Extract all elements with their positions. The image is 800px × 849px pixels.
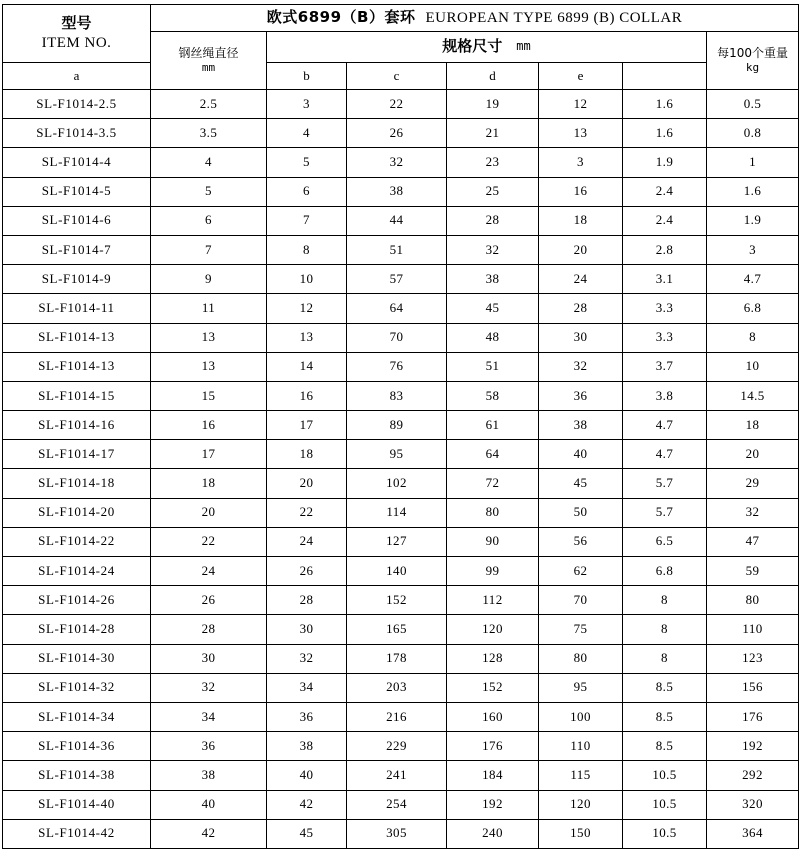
cell-item-no: SL-F1014-4 (3, 148, 151, 177)
cell-dim-b: 22 (347, 90, 447, 119)
cell-dim-d: 95 (539, 673, 623, 702)
cell-wire-diameter: 38 (151, 761, 267, 790)
cell-weight: 0.8 (707, 119, 799, 148)
cell-dim-a: 7 (267, 206, 347, 235)
cell-dim-a: 40 (267, 761, 347, 790)
cell-dim-d: 150 (539, 819, 623, 848)
cell-wire-diameter: 9 (151, 265, 267, 294)
cell-dim-c: 45 (447, 294, 539, 323)
cell-dim-b: 83 (347, 381, 447, 410)
table-body (3, 90, 799, 849)
cell-dim-c: 58 (447, 381, 539, 410)
cell-dim-e: 4.7 (623, 411, 707, 440)
cell-dim-e: 6.5 (623, 527, 707, 556)
cell-weight: 176 (707, 702, 799, 731)
table-row (3, 119, 799, 148)
cell-dim-e: 3.7 (623, 352, 707, 381)
cell-dim-b: 305 (347, 819, 447, 848)
table-row (3, 294, 799, 323)
cell-dim-c: 28 (447, 206, 539, 235)
cell-item-no: SL-F1014-7 (3, 235, 151, 264)
table-row (3, 235, 799, 264)
cell-item-no: SL-F1014-11 (3, 294, 151, 323)
header-wire-diameter-cn: 钢丝绳直径 (178, 45, 239, 60)
cell-item-no: SL-F1014-28 (3, 615, 151, 644)
cell-dim-c: 80 (447, 498, 539, 527)
cell-dim-c: 240 (447, 819, 539, 848)
cell-item-no: SL-F1014-20 (3, 498, 151, 527)
cell-wire-diameter: 11 (151, 294, 267, 323)
cell-wire-diameter: 17 (151, 440, 267, 469)
cell-dim-e: 5.7 (623, 469, 707, 498)
cell-dim-e: 3.3 (623, 294, 707, 323)
cell-dim-d: 120 (539, 790, 623, 819)
cell-dim-d: 115 (539, 761, 623, 790)
table-row (3, 352, 799, 381)
cell-dim-d: 75 (539, 615, 623, 644)
table-row (3, 615, 799, 644)
cell-wire-diameter: 7 (151, 235, 267, 264)
cell-weight: 110 (707, 615, 799, 644)
cell-dim-a: 28 (267, 586, 347, 615)
cell-item-no: SL-F1014-6 (3, 206, 151, 235)
header-item-no (3, 5, 151, 63)
table-row (3, 265, 799, 294)
cell-dim-d: 32 (539, 352, 623, 381)
table-row (3, 148, 799, 177)
cell-weight: 10 (707, 352, 799, 381)
cell-dim-b: 51 (347, 235, 447, 264)
cell-item-no: SL-F1014-16 (3, 411, 151, 440)
cell-dim-a: 20 (267, 469, 347, 498)
cell-weight: 364 (707, 819, 799, 848)
cell-item-no: SL-F1014-38 (3, 761, 151, 790)
cell-dim-b: 32 (347, 148, 447, 177)
cell-dim-a: 14 (267, 352, 347, 381)
table-row (3, 732, 799, 761)
cell-weight: 18 (707, 411, 799, 440)
cell-dim-e: 8.5 (623, 702, 707, 731)
cell-dim-c: 184 (447, 761, 539, 790)
header-row-title (3, 5, 799, 32)
table-row (3, 177, 799, 206)
cell-dim-e: 8 (623, 615, 707, 644)
cell-item-no: SL-F1014-34 (3, 702, 151, 731)
cell-dim-b: 44 (347, 206, 447, 235)
cell-wire-diameter: 13 (151, 352, 267, 381)
cell-dim-a: 8 (267, 235, 347, 264)
cell-item-no: SL-F1014-30 (3, 644, 151, 673)
cell-weight: 123 (707, 644, 799, 673)
cell-wire-diameter: 32 (151, 673, 267, 702)
cell-wire-diameter: 28 (151, 615, 267, 644)
cell-dim-b: 127 (347, 527, 447, 556)
cell-wire-diameter: 22 (151, 527, 267, 556)
cell-dim-a: 34 (267, 673, 347, 702)
cell-item-no: SL-F1014-32 (3, 673, 151, 702)
cell-dim-d: 13 (539, 119, 623, 148)
header-dim-b: b (267, 63, 347, 90)
cell-wire-diameter: 16 (151, 411, 267, 440)
cell-dim-e: 8 (623, 644, 707, 673)
cell-dim-a: 22 (267, 498, 347, 527)
cell-item-no: SL-F1014-9 (3, 265, 151, 294)
cell-dim-c: 152 (447, 673, 539, 702)
header-weight-cn: 每100个重量 (717, 45, 788, 60)
cell-dim-c: 112 (447, 586, 539, 615)
cell-wire-diameter: 34 (151, 702, 267, 731)
cell-weight: 0.5 (707, 90, 799, 119)
cell-dim-c: 99 (447, 557, 539, 586)
header-weight-per-100 (707, 32, 799, 90)
table-title (151, 5, 799, 32)
cell-dim-d: 100 (539, 702, 623, 731)
header-dim-c: c (347, 63, 447, 90)
cell-dim-c: 90 (447, 527, 539, 556)
cell-dim-e: 8 (623, 586, 707, 615)
cell-dim-c: 25 (447, 177, 539, 206)
table-header (3, 5, 799, 90)
cell-dim-d: 45 (539, 469, 623, 498)
cell-wire-diameter: 4 (151, 148, 267, 177)
cell-dim-e: 1.6 (623, 119, 707, 148)
cell-item-no: SL-F1014-13 (3, 323, 151, 352)
cell-dim-e: 2.4 (623, 206, 707, 235)
cell-dim-d: 12 (539, 90, 623, 119)
cell-wire-diameter: 26 (151, 586, 267, 615)
header-item-no-en: ITEM NO. (41, 35, 112, 51)
cell-wire-diameter: 24 (151, 557, 267, 586)
cell-dim-d: 70 (539, 586, 623, 615)
cell-item-no: SL-F1014-18 (3, 469, 151, 498)
cell-dim-d: 16 (539, 177, 623, 206)
cell-dim-b: 203 (347, 673, 447, 702)
cell-wire-diameter: 42 (151, 819, 267, 848)
cell-dim-d: 56 (539, 527, 623, 556)
cell-dim-e: 1.9 (623, 148, 707, 177)
cell-weight: 29 (707, 469, 799, 498)
cell-dim-b: 76 (347, 352, 447, 381)
cell-dim-d: 40 (539, 440, 623, 469)
cell-item-no: SL-F1014-5 (3, 177, 151, 206)
table-row (3, 673, 799, 702)
cell-item-no: SL-F1014-40 (3, 790, 151, 819)
cell-dim-e: 6.8 (623, 557, 707, 586)
cell-item-no: SL-F1014-22 (3, 527, 151, 556)
cell-weight: 192 (707, 732, 799, 761)
cell-dim-c: 72 (447, 469, 539, 498)
cell-dim-c: 61 (447, 411, 539, 440)
header-weight-unit: kg (745, 60, 760, 74)
table-row (3, 440, 799, 469)
cell-dim-c: 128 (447, 644, 539, 673)
collar-spec-table (2, 4, 799, 849)
cell-dim-c: 176 (447, 732, 539, 761)
cell-dim-e: 1.6 (623, 90, 707, 119)
cell-dim-b: 64 (347, 294, 447, 323)
cell-dim-c: 64 (447, 440, 539, 469)
cell-dim-b: 178 (347, 644, 447, 673)
cell-dim-e: 4.7 (623, 440, 707, 469)
table-row (3, 702, 799, 731)
cell-dim-d: 3 (539, 148, 623, 177)
cell-dim-d: 62 (539, 557, 623, 586)
cell-wire-diameter: 20 (151, 498, 267, 527)
cell-item-no: SL-F1014-2.5 (3, 90, 151, 119)
table-row (3, 469, 799, 498)
cell-item-no: SL-F1014-26 (3, 586, 151, 615)
cell-item-no: SL-F1014-42 (3, 819, 151, 848)
cell-dim-a: 38 (267, 732, 347, 761)
cell-weight: 6.8 (707, 294, 799, 323)
cell-item-no: SL-F1014-15 (3, 381, 151, 410)
cell-dim-b: 70 (347, 323, 447, 352)
cell-dim-c: 19 (447, 90, 539, 119)
cell-dim-c: 21 (447, 119, 539, 148)
cell-wire-diameter: 3.5 (151, 119, 267, 148)
cell-dim-a: 5 (267, 148, 347, 177)
cell-weight: 320 (707, 790, 799, 819)
cell-dim-a: 17 (267, 411, 347, 440)
cell-dim-e: 10.5 (623, 790, 707, 819)
cell-dim-e: 2.4 (623, 177, 707, 206)
table-row (3, 411, 799, 440)
cell-dim-e: 8.5 (623, 732, 707, 761)
cell-weight: 1.6 (707, 177, 799, 206)
cell-dim-d: 18 (539, 206, 623, 235)
header-wire-diameter-unit: mm (201, 60, 216, 74)
cell-dim-a: 36 (267, 702, 347, 731)
cell-dim-d: 24 (539, 265, 623, 294)
cell-dim-d: 28 (539, 294, 623, 323)
header-dim-d: d (447, 63, 539, 90)
cell-dim-a: 3 (267, 90, 347, 119)
table-row (3, 323, 799, 352)
cell-weight: 59 (707, 557, 799, 586)
cell-weight: 1.9 (707, 206, 799, 235)
cell-weight: 1 (707, 148, 799, 177)
cell-wire-diameter: 36 (151, 732, 267, 761)
cell-dim-c: 38 (447, 265, 539, 294)
cell-item-no: SL-F1014-24 (3, 557, 151, 586)
cell-dim-b: 102 (347, 469, 447, 498)
table-row (3, 206, 799, 235)
cell-dim-c: 51 (447, 352, 539, 381)
cell-wire-diameter: 6 (151, 206, 267, 235)
cell-dim-a: 10 (267, 265, 347, 294)
cell-item-no: SL-F1014-3.5 (3, 119, 151, 148)
cell-dim-b: 152 (347, 586, 447, 615)
cell-dim-d: 38 (539, 411, 623, 440)
cell-dim-a: 12 (267, 294, 347, 323)
cell-dim-e: 3.3 (623, 323, 707, 352)
cell-dim-b: 38 (347, 177, 447, 206)
cell-wire-diameter: 30 (151, 644, 267, 673)
cell-dim-e: 10.5 (623, 761, 707, 790)
header-item-no-cn: 型号 (61, 13, 92, 32)
cell-dim-c: 23 (447, 148, 539, 177)
cell-dim-a: 30 (267, 615, 347, 644)
cell-weight: 156 (707, 673, 799, 702)
table-row (3, 586, 799, 615)
cell-dim-b: 241 (347, 761, 447, 790)
cell-dim-e: 2.8 (623, 235, 707, 264)
table-row (3, 557, 799, 586)
cell-weight: 47 (707, 527, 799, 556)
table-row (3, 819, 799, 848)
cell-dim-b: 57 (347, 265, 447, 294)
cell-weight: 8 (707, 323, 799, 352)
cell-item-no: SL-F1014-36 (3, 732, 151, 761)
cell-dim-b: 140 (347, 557, 447, 586)
cell-dim-b: 254 (347, 790, 447, 819)
table-row (3, 527, 799, 556)
cell-wire-diameter: 5 (151, 177, 267, 206)
cell-weight: 20 (707, 440, 799, 469)
cell-wire-diameter: 13 (151, 323, 267, 352)
cell-dim-c: 120 (447, 615, 539, 644)
table-title-en: EUROPEAN TYPE 6899 (B) COLLAR (425, 9, 683, 26)
table-row (3, 790, 799, 819)
cell-weight: 80 (707, 586, 799, 615)
cell-weight: 32 (707, 498, 799, 527)
cell-dim-d: 36 (539, 381, 623, 410)
table-row (3, 381, 799, 410)
cell-dim-a: 13 (267, 323, 347, 352)
cell-dim-a: 24 (267, 527, 347, 556)
cell-dim-e: 10.5 (623, 819, 707, 848)
cell-dim-a: 6 (267, 177, 347, 206)
cell-dim-a: 16 (267, 381, 347, 410)
cell-dim-a: 32 (267, 644, 347, 673)
cell-dim-b: 114 (347, 498, 447, 527)
cell-dim-b: 165 (347, 615, 447, 644)
cell-dim-b: 95 (347, 440, 447, 469)
cell-weight: 3 (707, 235, 799, 264)
cell-dim-b: 216 (347, 702, 447, 731)
table-row (3, 90, 799, 119)
cell-dim-a: 4 (267, 119, 347, 148)
cell-dim-a: 45 (267, 819, 347, 848)
cell-wire-diameter: 2.5 (151, 90, 267, 119)
table-row (3, 644, 799, 673)
cell-dim-b: 26 (347, 119, 447, 148)
table-row (3, 761, 799, 790)
table-title-cn: 欧式6899（B）套环 (266, 7, 416, 26)
cell-dim-d: 30 (539, 323, 623, 352)
cell-dim-c: 32 (447, 235, 539, 264)
cell-weight: 292 (707, 761, 799, 790)
cell-dim-e: 5.7 (623, 498, 707, 527)
header-row-dimension-letters (3, 63, 799, 90)
cell-weight: 4.7 (707, 265, 799, 294)
cell-dim-c: 160 (447, 702, 539, 731)
cell-dim-d: 50 (539, 498, 623, 527)
cell-dim-b: 89 (347, 411, 447, 440)
header-dim-e: e (539, 63, 623, 90)
cell-wire-diameter: 40 (151, 790, 267, 819)
cell-item-no: SL-F1014-17 (3, 440, 151, 469)
cell-weight: 14.5 (707, 381, 799, 410)
cell-dim-c: 192 (447, 790, 539, 819)
cell-dim-a: 18 (267, 440, 347, 469)
header-wire-diameter (151, 32, 267, 90)
table-row (3, 498, 799, 527)
cell-dim-a: 42 (267, 790, 347, 819)
cell-wire-diameter: 18 (151, 469, 267, 498)
cell-dim-e: 3.1 (623, 265, 707, 294)
cell-dim-b: 229 (347, 732, 447, 761)
cell-dim-a: 26 (267, 557, 347, 586)
cell-dim-c: 48 (447, 323, 539, 352)
header-dimensions (267, 32, 707, 63)
cell-dim-d: 80 (539, 644, 623, 673)
cell-wire-diameter: 15 (151, 381, 267, 410)
cell-dim-d: 20 (539, 235, 623, 264)
header-dimensions-cn: 规格尺寸 (442, 37, 503, 56)
cell-item-no: SL-F1014-13 (3, 352, 151, 381)
cell-dim-e: 3.8 (623, 381, 707, 410)
cell-dim-d: 110 (539, 732, 623, 761)
cell-dim-e: 8.5 (623, 673, 707, 702)
header-dimensions-unit: mm (516, 39, 531, 54)
header-dim-a: a (3, 63, 151, 90)
